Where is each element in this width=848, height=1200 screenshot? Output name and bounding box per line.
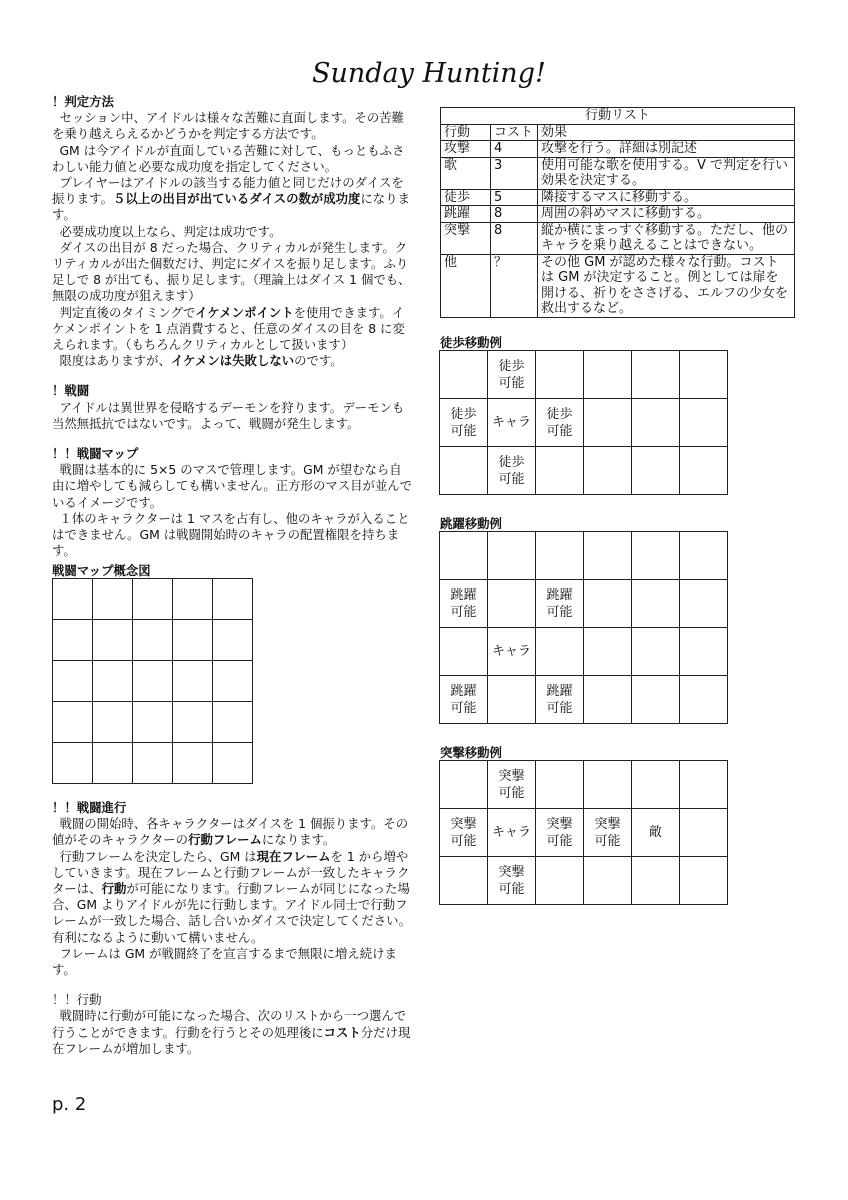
grid-cell (93, 743, 133, 784)
map-cell: 突撃 可能 (584, 809, 632, 857)
grid-cell (133, 702, 173, 743)
map-row (440, 351, 728, 399)
grid-cell (173, 743, 213, 784)
action-name: 突撃 (441, 222, 491, 254)
action-name: 他 (441, 254, 491, 317)
map-cell (584, 857, 632, 905)
judge-p6-c: を使用できます。イケメンポイントを 1 点消費すると、任意のダイスの目を 8 に変えられます。（もちろんクリティカルとして扱います） (52, 304, 405, 353)
map-cell: 突撃 可能 (488, 857, 536, 905)
jump-map-grid (439, 531, 728, 724)
grid-cell (133, 620, 173, 661)
map-cell (440, 532, 488, 580)
map-row (440, 580, 728, 628)
grid-cell (173, 579, 213, 620)
map-cell (632, 399, 680, 447)
map-cell: 徒歩 可能 (488, 447, 536, 495)
grid-cell (93, 661, 133, 702)
map-cell: 突撃 可能 (440, 809, 488, 857)
grid-cell (213, 620, 253, 661)
grid-cell (213, 743, 253, 784)
action-name: 歌 (441, 157, 491, 189)
map-cell (536, 351, 584, 399)
prog-p1-a: 戦闘の開始時、各キャラクターはダイスを 1 個振ります。その値がそのキャラクターの (52, 816, 409, 848)
grid-cell (213, 661, 253, 702)
map-cell (584, 580, 632, 628)
concept-map-label: 戦闘マップ概念図 (52, 563, 151, 578)
map-cell (584, 351, 632, 399)
map-cell: 徒歩 可能 (488, 351, 536, 399)
map-cell (680, 628, 728, 676)
judge-p3-c: になります。 (52, 191, 410, 223)
map-cell (584, 447, 632, 495)
judge-p7-bold: イケメンは失敗しない (170, 353, 295, 369)
grid-cell (53, 620, 93, 661)
action-p1-a: 戦闘時に行動が可能になった場合、次のリストから一つ選んで行うことができます。行動を行うとその処理後に (52, 1008, 407, 1040)
table-row (441, 141, 795, 158)
page-number: p. 2 (52, 1094, 87, 1115)
map-cell (536, 761, 584, 809)
action-cost: 8 (491, 222, 538, 254)
judge-p7-a: 限度はありますが、 (59, 353, 171, 369)
action-p1-c: 分だけ現在フレームが増加します。 (52, 1024, 411, 1056)
action-cost: 4 (491, 141, 538, 158)
map-cell (440, 761, 488, 809)
action-header-cost: コスト (491, 124, 538, 141)
action-cost: 5 (491, 189, 538, 206)
map-paragraph-1: 戦闘は基本的に 5×5 のマスで管理します。GM が望むなら自由に増やしても減らしても構いません。正方形のマス目が並んでいるイメージです。 (52, 462, 413, 510)
table-row (441, 157, 795, 189)
map-cell: キャラ (488, 809, 536, 857)
map-cell: 徒歩 可能 (536, 399, 584, 447)
map-cell (680, 399, 728, 447)
map-row (440, 857, 728, 905)
map-cell (632, 351, 680, 399)
map-cell (536, 857, 584, 905)
map-cell (488, 580, 536, 628)
judge-paragraph-5: ダイスの出目が 8 だった場合、クリティカルが発生します。クリティカルが出た個数だけ、判定にダイスを振り足します。ふり足しで 8 が出ても、振り足します。（理論上はダイス 1 個でも、無限の成功度が狙えます） (52, 239, 411, 304)
grid-cell (173, 702, 213, 743)
judge-paragraph-4: 必要成功度以上なら、判定は成功です。 (59, 223, 282, 239)
map-cell (680, 809, 728, 857)
action-effect: その他 GM が認めた様々な行動。コストは GM が決定すること。例としては扉を開ける、祈りをささげる、エルフの少女を救出するなど。 (538, 254, 795, 317)
map-cell (680, 532, 728, 580)
grid-cell (93, 620, 133, 661)
action-effect: 縦か横にまっすぐ移動する。ただし、他のキャラを乗り越えることはできない。 (538, 222, 795, 254)
action-p1-bold: コスト (323, 1024, 361, 1040)
walk-map-grid (439, 350, 728, 495)
map-row (440, 676, 728, 724)
jump-map-label: 跳躍移動例 (440, 516, 502, 531)
map-row (440, 628, 728, 676)
action-list-caption: 行動リスト (441, 108, 795, 125)
action-effect: 攻撃を行う。詳細は別記述 (538, 141, 795, 158)
map-cell: キャラ (488, 399, 536, 447)
map-cell (584, 628, 632, 676)
prog-p2-c: を 1 から増やしていきます。現在フレームと行動フレームが一致したキャラクターは、 (52, 848, 410, 897)
progress-heading: ！！戦闘進行 (52, 800, 127, 815)
map-cell (488, 532, 536, 580)
map-cell: 跳躍 可能 (536, 676, 584, 724)
grid-cell (53, 579, 93, 620)
grid-cell (93, 579, 133, 620)
grid-cell (133, 743, 173, 784)
map-paragraph-2: １体のキャラクターは 1 マスを占有し、他のキャラが入ることはできません。GM は戦闘開始時のキャラの配置権限を持ちます。 (52, 510, 410, 559)
action-header-action: 行動 (441, 124, 491, 141)
map-row (440, 399, 728, 447)
prog-p1-bold: 行動フレーム (188, 832, 262, 848)
judge-paragraph-7 (52, 353, 414, 369)
map-cell (584, 399, 632, 447)
action-heading: ！！行動 (52, 992, 102, 1008)
grid-cell (133, 661, 173, 702)
action-name: 攻撃 (441, 141, 491, 158)
grid-cell (93, 702, 133, 743)
grid-cell (133, 579, 173, 620)
prog-p2-e: が可能になります。行動フレームが同じになった場合、GM よりアイドルが先に行動します。アイドル同士で行動フレームが一致した場合、話し合いかダイスで決定してください。有利になるように動いて構いません。 (52, 881, 411, 945)
action-cost: ？ (491, 254, 538, 317)
table-row (441, 222, 795, 254)
prog-p1-c: になります。 (261, 832, 336, 848)
table-row (441, 206, 795, 223)
progress-paragraph-1 (52, 816, 414, 848)
map-cell: 突撃 可能 (536, 809, 584, 857)
judge-p7-c: のです。 (294, 353, 343, 369)
table-row (441, 189, 795, 206)
map-cell (440, 447, 488, 495)
map-row (440, 532, 728, 580)
judge-paragraph-6 (52, 305, 414, 354)
left-column-lower (52, 800, 414, 1057)
map-cell (632, 857, 680, 905)
map-cell (536, 532, 584, 580)
prog-p2-bold2: 行動 (101, 881, 127, 897)
judge-p6-bold: イケメンポイント (195, 304, 294, 320)
map-cell (632, 761, 680, 809)
map-cell (680, 351, 728, 399)
action-effect: 使用可能な歌を使用する。V で判定を行い効果を決定する。 (538, 157, 795, 189)
map-cell (584, 761, 632, 809)
map-cell (632, 676, 680, 724)
action-name: 徒歩 (441, 189, 491, 206)
grid-cell (213, 702, 253, 743)
map-cell (584, 676, 632, 724)
map-cell: 跳躍 可能 (440, 580, 488, 628)
map-cell (536, 628, 584, 676)
prog-p2-a: 行動フレームを決定したら、GM は (59, 848, 257, 864)
map-cell (680, 761, 728, 809)
progress-paragraph-3: フレームは GM が戦闘終了を宣言するまで無限に増え続けます。 (52, 945, 397, 978)
map-cell: 敵 (632, 809, 680, 857)
prog-p2-bold1: 現在フレーム (256, 848, 331, 864)
map-cell (440, 857, 488, 905)
judge-p3-bold: ５以上の出目が出ているダイスの数が成功度 (112, 191, 361, 207)
map-row (440, 761, 728, 809)
action-list-table (440, 107, 795, 318)
judge-p6-a: 判定直後のタイミングで (59, 304, 196, 320)
action-cost: 3 (491, 157, 538, 189)
map-cell (440, 351, 488, 399)
charge-map-label: 突撃移動例 (440, 745, 502, 760)
map-cell: 突撃 可能 (488, 761, 536, 809)
map-cell (584, 532, 632, 580)
judge-paragraph-3 (52, 175, 414, 224)
charge-map-grid (439, 760, 728, 905)
battle-heading: ！戦闘 (52, 383, 90, 399)
action-cost: 8 (491, 206, 538, 223)
map-cell (680, 857, 728, 905)
grid-cell (173, 661, 213, 702)
map-row (440, 809, 728, 857)
action-paragraph (52, 1008, 414, 1057)
map-cell (536, 447, 584, 495)
map-cell (680, 676, 728, 724)
map-cell (632, 580, 680, 628)
grid-cell (53, 702, 93, 743)
map-cell: 跳躍 可能 (440, 676, 488, 724)
judge-heading: ！判定方法 (52, 94, 114, 109)
map-cell: キャラ (488, 628, 536, 676)
judge-paragraph-1: セッション中、アイドルは様々な苦難に直面します。その苦難を乗り越えらえるかどうかを判定する方法です。 (52, 110, 405, 142)
action-name: 跳躍 (441, 206, 491, 223)
grid-cell (213, 579, 253, 620)
walk-map-label: 徒歩移動例 (440, 335, 502, 350)
map-cell: 徒歩 可能 (440, 399, 488, 447)
page-title: Sunday Hunting! (312, 58, 546, 89)
grid-cell (173, 620, 213, 661)
concept-map-grid (52, 578, 253, 784)
map-cell (680, 580, 728, 628)
map-cell (488, 676, 536, 724)
action-effect: 周囲の斜めマスに移動する。 (538, 206, 795, 223)
table-row (441, 254, 795, 317)
map-cell (632, 532, 680, 580)
grid-cell (53, 743, 93, 784)
left-column (52, 94, 414, 559)
map-cell (440, 628, 488, 676)
action-header-effect: 効果 (538, 124, 795, 141)
grid-cell (53, 661, 93, 702)
progress-paragraph-2 (52, 849, 414, 946)
map-cell (680, 447, 728, 495)
map-heading: ！！戦闘マップ (52, 446, 139, 462)
judge-paragraph-2: GM は今アイドルが直面している苦難に対して、もっともふさわしい能力値と必要な成功度を指定してください。 (52, 142, 405, 174)
judge-p3-a: プレイヤーはアイドルの該当する能力値と同じだけのダイスを振ります。 (52, 175, 404, 207)
map-cell: 跳躍 可能 (536, 580, 584, 628)
battle-paragraph: アイドルは異世界を侵略するデーモンを狩ります。デーモンも当然無抵抗ではないです。よって、戦闘が発生します。 (52, 399, 405, 431)
map-row (440, 447, 728, 495)
map-cell (632, 628, 680, 676)
action-effect: 隣接するマスに移動する。 (538, 189, 795, 206)
map-cell (632, 447, 680, 495)
